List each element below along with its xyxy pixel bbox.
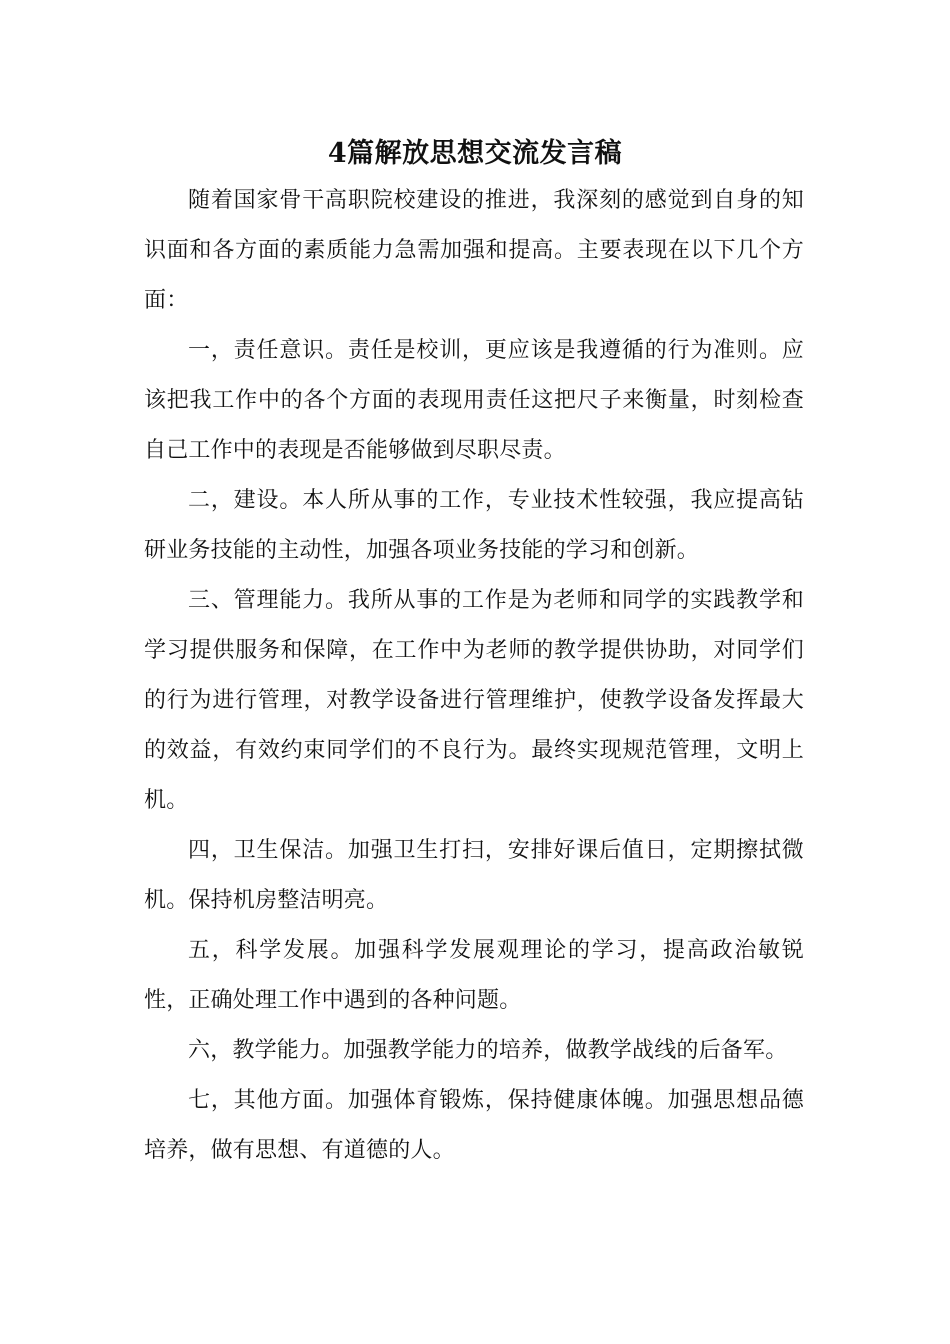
paragraph-teaching-ability: 六，教学能力。加强教学能力的培养，做教学战线的后备军。 — [188, 1038, 788, 1063]
paragraph-intro: 随着国家骨干高职院校建设的推进，我深刻的感觉到自身的知识面和各方面的素质能力急需加强和提高。主要表现在以下几个方面： — [144, 188, 804, 313]
paragraph-construction: 二，建设。本人所从事的工作，专业技术性较强，我应提高钻研业务技能的主动性，加强各项业务技能的学习和创新。 — [144, 488, 804, 563]
paragraph-management: 三、管理能力。我所从事的工作是为老师和同学的实践教学和学习提供服务和保障，在工作中为老师的教学提供协助，对同学们的行为进行管理，对教学设备进行管理维护，使教学设备发挥最大的效益，有效约束同学们的不良行为。最终实现规范管理，文明上机。 — [144, 588, 804, 813]
paragraph-other-aspects: 七，其他方面。加强体育锻炼，保持健康体魄。加强思想品德培养，做有思想、有道德的人。 — [144, 1088, 804, 1163]
paragraph-scientific-development: 五，科学发展。加强科学发展观理论的学习，提高政治敏锐性，正确处理工作中遇到的各种问题。 — [144, 938, 804, 1013]
paragraph-hygiene: 四，卫生保洁。加强卫生打扫，安排好课后值日，定期擦拭微机。保持机房整洁明亮。 — [144, 838, 804, 913]
document-title: 4篇解放思想交流发言稿 — [327, 138, 623, 169]
document-body — [144, 176, 804, 1176]
paragraph-responsibility: 一，责任意识。责任是校训，更应该是我遵循的行为准则。应该把我工作中的各个方面的表现用责任这把尺子来衡量，时刻检查自己工作中的表现是否能够做到尽职尽责。 — [144, 338, 804, 463]
